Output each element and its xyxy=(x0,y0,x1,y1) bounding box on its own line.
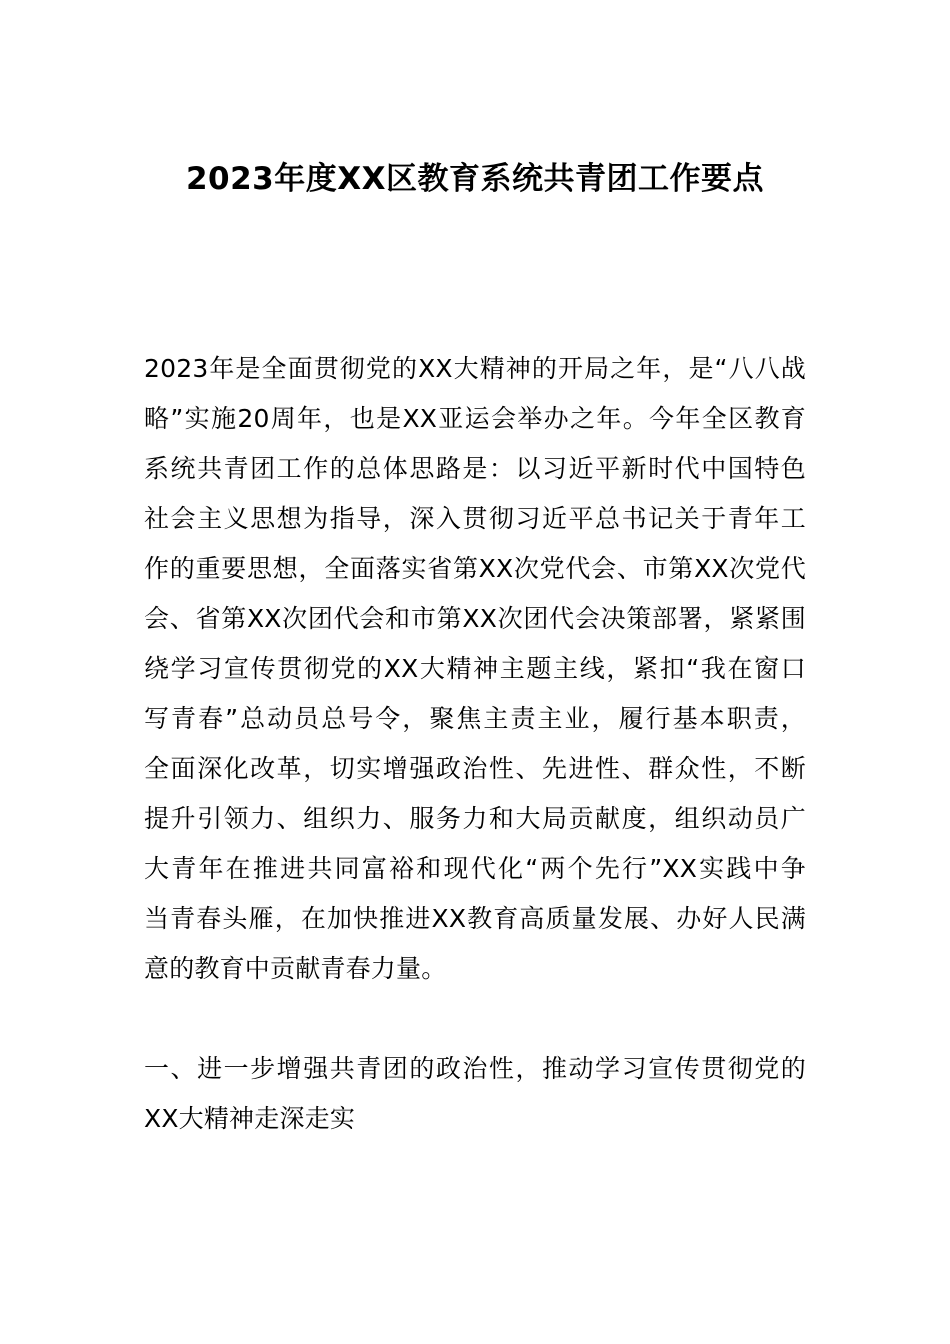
section-heading-1 xyxy=(144,1044,806,1144)
paragraph-line: 略”实施20周年，也是XX亚运会举办之年。今年全区教育 xyxy=(144,404,806,433)
paragraph-line: 作的重要思想，全面落实省第XX次党代会、市第XX次党代 xyxy=(144,554,806,583)
heading-line: 一、进一步增强共青团的政治性，推动学习宣传贯彻党的 xyxy=(144,1054,806,1083)
paragraph-line: 会、省第XX次团代会和市第XX次团代会决策部署，紧紧围 xyxy=(144,604,806,633)
intro-paragraph xyxy=(144,344,806,994)
paragraph-spacer xyxy=(144,994,806,1044)
heading-line: XX大精神走深走实 xyxy=(144,1104,356,1133)
paragraph-line: 社会主义思想为指导，深入贯彻习近平总书记关于青年工 xyxy=(144,504,806,533)
paragraph-line: 大青年在推进共同富裕和现代化“两个先行”XX实践中争 xyxy=(144,854,806,883)
paragraph-line: 当青春头雁，在加快推进XX教育高质量发展、办好人民满 xyxy=(144,904,806,933)
paragraph-line: 写青春”总动员总号令，聚焦主责主业，履行基本职责， xyxy=(144,704,806,733)
paragraph-line: 意的教育中贡献青春力量。 xyxy=(144,954,447,983)
paragraph-line: 提升引领力、组织力、服务力和大局贡献度，组织动员广 xyxy=(144,804,806,833)
paragraph-line: 2023年是全面贯彻党的XX大精神的开局之年，是“八八战 xyxy=(144,354,806,383)
paragraph-line: 绕学习宣传贯彻党的XX大精神主题主线，紧扣“我在窗口 xyxy=(144,654,806,683)
document-body xyxy=(144,344,806,1144)
document-title: 2023年度XX区教育系统共青团工作要点 xyxy=(185,161,765,197)
paragraph-line: 系统共青团工作的总体思路是：以习近平新时代中国特色 xyxy=(144,454,806,483)
paragraph-line: 全面深化改革，切实增强政治性、先进性、群众性，不断 xyxy=(144,754,806,783)
